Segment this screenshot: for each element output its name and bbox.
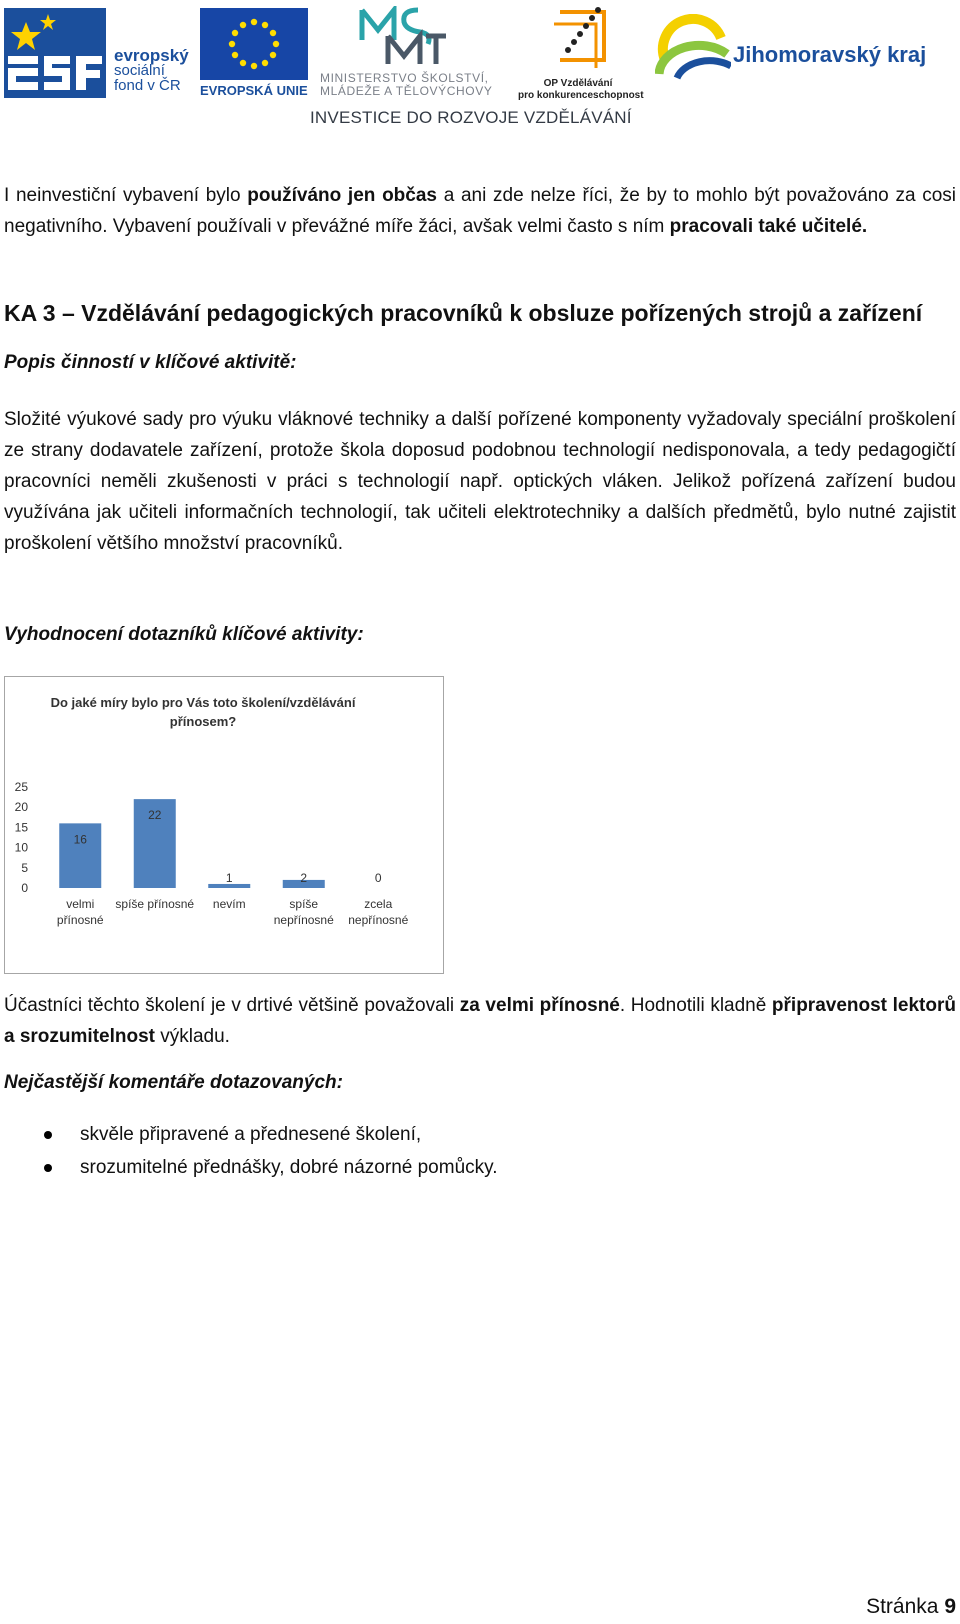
x-tick-label: přínosné (56, 913, 104, 927)
esf-line3: fond v ČR (114, 77, 181, 94)
esf-wordmark (114, 48, 189, 93)
bullet-icon (44, 1164, 52, 1172)
msmt-line2: MLÁDEŽE A TĚLOVÝCHOVY (320, 84, 493, 98)
intro-text-c: a ani zde nelze říci, že by to mohlo být považováno za cosi negativního. Vybavení používali v převážné míře žáci, avšak velmi často s ním (4, 185, 956, 237)
chart-title-line2: přínosem? (169, 714, 237, 729)
esf-logo (4, 8, 194, 98)
comments-list (40, 1118, 498, 1184)
section-heading: KA 3 – Vzdělávání pedagogických pracovníků k obsluze pořízených strojů a zařízení (4, 300, 923, 326)
msmt-caption (320, 72, 492, 98)
evaluation-heading: Vyhodnocení dotazníků klíčové aktivity: (4, 624, 364, 645)
bullet-icon (44, 1131, 52, 1139)
msmt-logo-icon (358, 6, 448, 68)
results-bold-b: za velmi přínosné (459, 995, 620, 1016)
x-tick-label: velmi (66, 897, 95, 911)
section-subheading: Popis činností v klíčové aktivitě: (4, 352, 297, 373)
chart-y-axis (15, 780, 29, 895)
x-tick-label: nepřínosné (348, 913, 409, 927)
y-tick-label: 20 (14, 800, 28, 815)
comment-text: skvěle připravené a přednesené školení, (80, 1124, 422, 1145)
list-item (40, 1151, 498, 1184)
data-label: 22 (148, 808, 162, 823)
comments-heading: Nejčastější komentáře dotazovaných: (4, 1072, 343, 1093)
op-logo (518, 6, 648, 100)
x-tick-label: spíše přínosné (115, 897, 195, 911)
region-logo (655, 14, 955, 84)
region-logo-icon (655, 14, 731, 80)
chart-category-labels (57, 897, 409, 927)
eu-logo (200, 8, 310, 100)
list-item (40, 1118, 498, 1151)
page-header (0, 0, 960, 140)
op-line2: pro konkurenceschopnost (518, 90, 644, 101)
data-label: 16 (73, 832, 87, 847)
chart-bars (59, 799, 382, 888)
msmt-line1: MINISTERSTVO ŠKOLSTVÍ, (320, 71, 489, 85)
y-tick-label: 5 (21, 860, 28, 875)
eu-caption: EVROPSKÁ UNIE (200, 83, 308, 98)
y-tick-label: 0 (21, 881, 28, 895)
msmt-logo (320, 6, 510, 100)
intro-paragraph (4, 180, 956, 242)
intro-bold-b: používáno jen občas (247, 185, 437, 206)
comment-text: srozumitelné přednášky, dobré názorné pomůcky. (80, 1157, 498, 1178)
y-tick-label: 15 (14, 820, 28, 835)
results-text-c: . Hodnotili kladně (619, 995, 772, 1016)
region-name: Jihomoravský kraj (733, 42, 927, 67)
data-label: 0 (374, 871, 382, 885)
y-tick-label: 10 (14, 840, 28, 855)
op-caption (518, 78, 644, 102)
survey-chart (4, 676, 444, 974)
x-tick-label: nevím (212, 897, 246, 911)
results-text-e: výkladu. (154, 1026, 230, 1047)
results-bold-d: připravenost lektorů a srozumitelnost (4, 995, 956, 1047)
results-paragraph (4, 990, 956, 1052)
page-number: 9 (944, 1595, 956, 1618)
results-text-a: Účastníci těchto školení je v drtivé většině považovali (4, 995, 460, 1016)
x-tick-label: nepřínosné (273, 913, 334, 927)
page-footer (866, 1595, 956, 1619)
chart-title-line1: Do jaké míry bylo pro Vás toto školení/vzdělávání (50, 695, 356, 710)
op-line1: OP Vzdělávání (543, 78, 613, 89)
esf-line1: evropský (114, 46, 189, 65)
header-subtitle: INVESTICE DO ROZVOJE VZDĚLÁVÁNÍ (310, 108, 632, 127)
footer-label: Stránka (866, 1595, 939, 1618)
x-tick-label: spíše (289, 897, 319, 911)
eu-flag-icon (200, 8, 308, 80)
data-label: 1 (225, 871, 233, 885)
data-label: 2 (300, 871, 308, 885)
x-tick-label: zcela (364, 897, 393, 911)
esf-line2: sociální (114, 62, 165, 79)
intro-text-a: I neinvestiční vybavení bylo (4, 185, 248, 206)
op-logo-icon (546, 6, 610, 68)
section-paragraph: Složité výukové sady pro výuku vláknové techniky a další pořízené komponenty vyžadovaly speciální proškolení ze strany dodavatele zařízení, protože škola doposud podobnou technologií nedisponovala, a tedy pedagogičtí pracovníci neměli zkušenosti v práci s technologií např. optických vláken. Jelikož pořízená zařízení budou využívána jak učiteli informačních technologií, tak učiteli elektrotechniky a dalších předmětů, bylo nutné zajistit proškolení většího množství pracovníků. (4, 409, 956, 554)
esf-logo-icon (4, 8, 106, 98)
intro-bold-d: pracovali také učitelé. (669, 216, 868, 237)
chart-canvas (5, 677, 445, 975)
y-tick-label: 25 (14, 780, 28, 794)
